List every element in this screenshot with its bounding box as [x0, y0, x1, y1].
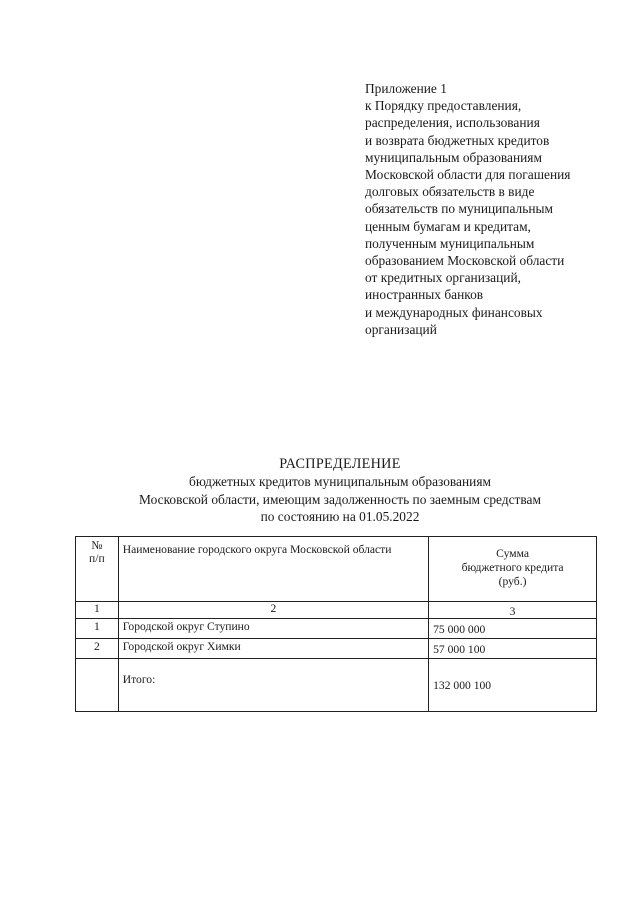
column-index-cell: 3 [429, 602, 597, 619]
row-amount-cell: 57 000 100 [429, 639, 597, 659]
total-amount-cell: 132 000 100 [429, 659, 597, 712]
appendix-line: Приложение 1 [365, 81, 447, 96]
appendix-line: распределения, использования [365, 115, 540, 131]
header-amount-unit: (руб.) [498, 575, 527, 588]
column-index-row [76, 602, 597, 619]
appendix-line: от кредитных организаций, [365, 270, 521, 286]
appendix-line: организаций [365, 321, 437, 337]
row-name-cell: Городской округ Ступино [118, 619, 428, 639]
title-main: РАСПРЕДЕЛЕНИЕ [279, 456, 401, 472]
header-number-cell [76, 537, 119, 602]
table-row [76, 619, 597, 639]
header-amount-line: бюджетного кредита [461, 561, 564, 574]
row-number-cell: 1 [76, 619, 119, 639]
document-title [60, 456, 620, 525]
distribution-table [75, 536, 597, 712]
appendix-line: образованием Московской области [365, 253, 565, 269]
title-line: Московской области, имеющим задолженность по заемным средствам [139, 491, 541, 507]
header-number-abbr: п/п [89, 552, 105, 565]
appendix-line: ценным бумагам и кредитам, [365, 218, 531, 234]
appendix-line: муниципальным образованиям [365, 149, 542, 165]
table-total-row [76, 659, 597, 712]
appendix-line: Московской области для погашения [365, 167, 571, 183]
header-number-symbol: № [91, 539, 103, 552]
header-amount-cell [429, 537, 597, 602]
appendix-line: к Порядку предоставления, [365, 98, 522, 114]
table-row [76, 639, 597, 659]
appendix-line: обязательств по муниципальным [365, 201, 553, 217]
total-empty-cell [76, 659, 119, 712]
row-number-cell: 2 [76, 639, 119, 659]
appendix-line: и международных финансовых [365, 304, 543, 320]
column-index-cell: 2 [118, 602, 428, 619]
row-amount-cell: 75 000 000 [429, 619, 597, 639]
appendix-line: иностранных банков [365, 287, 484, 303]
table-header-row [76, 537, 597, 602]
total-label-cell: Итого: [118, 659, 428, 712]
header-name-cell: Наименование городского округа Московской области [118, 537, 428, 602]
appendix-note [365, 80, 615, 338]
appendix-line: долговых обязательств в виде [365, 184, 535, 200]
appendix-line: и возврата бюджетных кредитов [365, 132, 550, 148]
title-line: бюджетных кредитов муниципальным образованиям [189, 474, 491, 490]
row-name-cell: Городской округ Химки [118, 639, 428, 659]
appendix-line: полученным муниципальным [365, 235, 535, 251]
column-index-cell: 1 [76, 602, 119, 619]
title-date-line: по состоянию на 01.05.2022 [260, 508, 420, 524]
header-amount-line: Сумма [496, 547, 529, 560]
